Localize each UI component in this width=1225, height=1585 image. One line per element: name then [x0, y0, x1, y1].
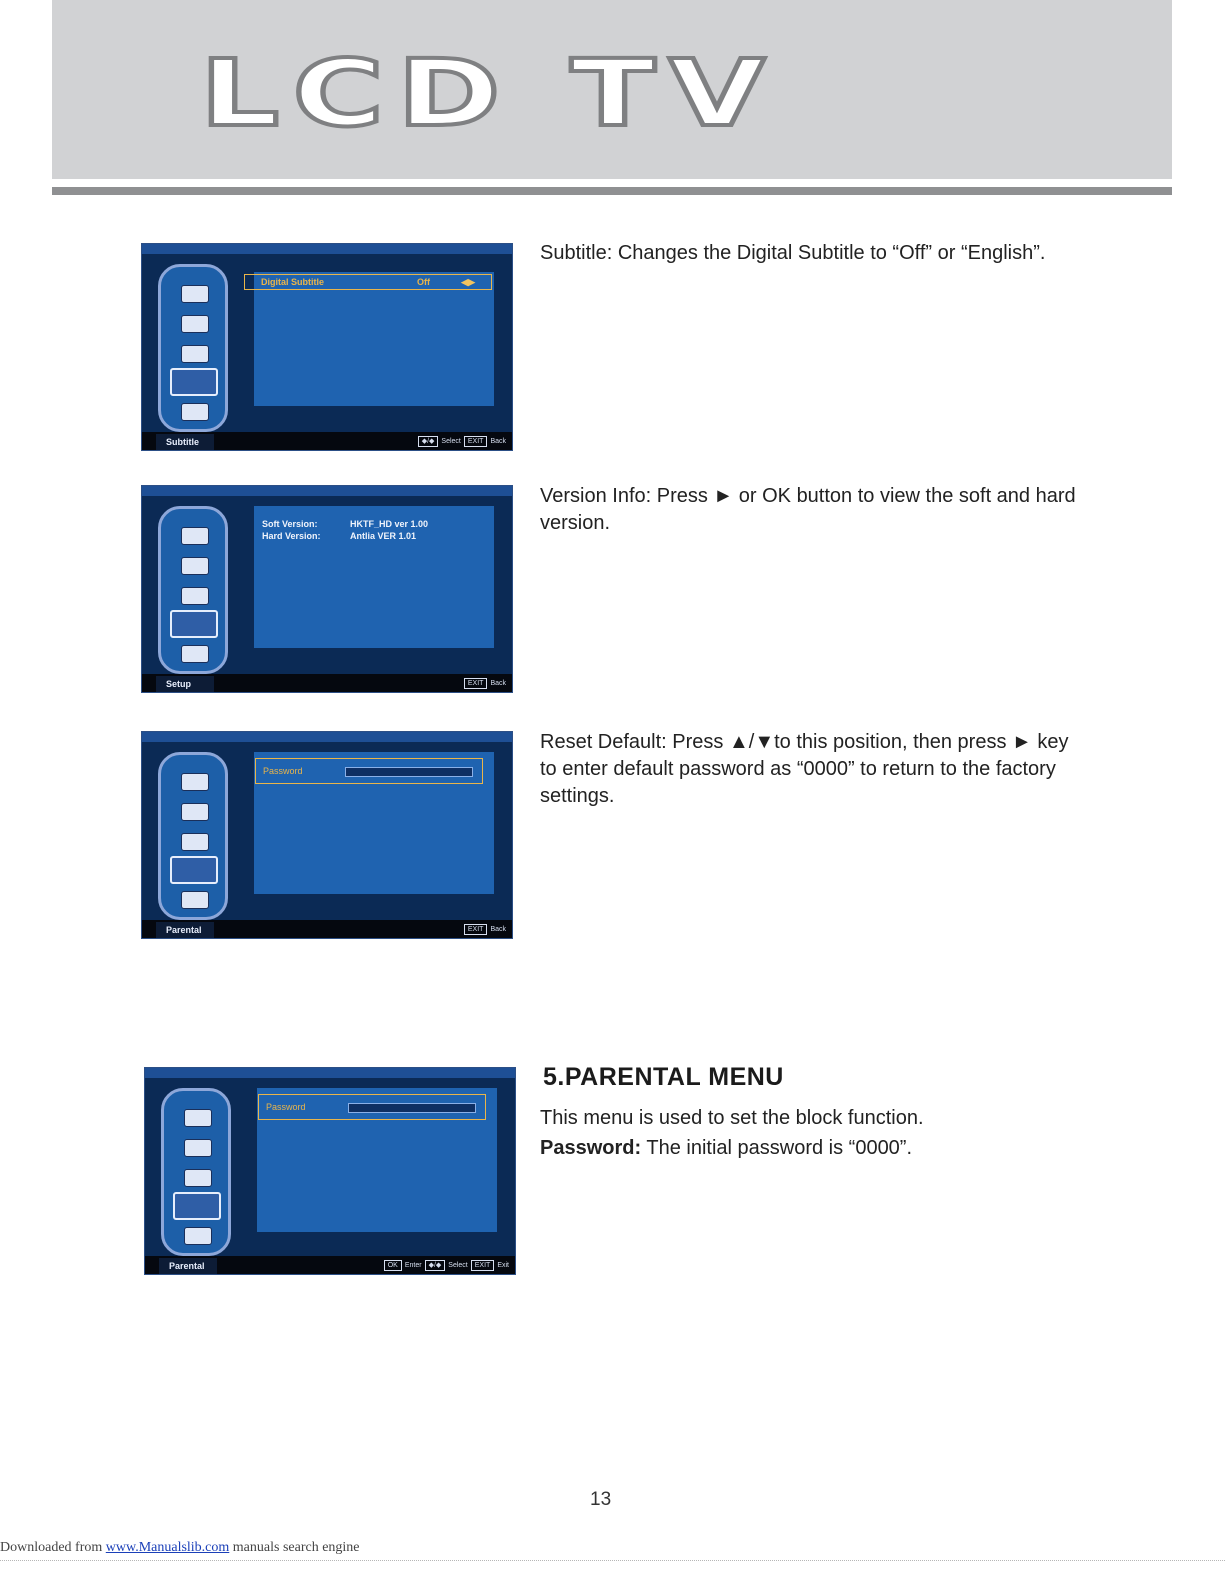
parental-intro: This menu is used to set the block function. [540, 1107, 924, 1129]
nav-keys-icon: ◆/◆ [418, 436, 439, 447]
picture-icon [181, 527, 209, 545]
left-right-arrows-icon: ◀▶ [461, 277, 475, 287]
channel-icon [181, 587, 209, 605]
parental-screenshot: Password Parental OK Enter ◆/◆ Select EXIT Exit [144, 1067, 516, 1275]
channel-icon [181, 833, 209, 851]
sound-icon [181, 803, 209, 821]
sound-icon [184, 1139, 212, 1157]
footer-divider [0, 1560, 1225, 1561]
lock-icon [181, 403, 209, 421]
header-band [52, 0, 1172, 179]
parental-menu-heading: 5.PARENTAL MENU [543, 1063, 784, 1091]
password-field [345, 767, 473, 777]
channel-icon [184, 1169, 212, 1187]
osd-hint-bar: OK Enter ◆/◆ Select EXIT Exit [384, 1260, 509, 1271]
reset-screenshot: Password Parental EXIT Back [141, 731, 513, 939]
lock-icon [181, 891, 209, 909]
password-field [348, 1103, 476, 1113]
sound-icon [181, 557, 209, 575]
osd-hint-bar: EXIT Back [464, 924, 506, 935]
lock-icon [181, 645, 209, 663]
osd-menu-sidebar [158, 752, 228, 920]
page-number: 13 [590, 1489, 612, 1510]
osd-menu-sidebar [161, 1088, 231, 1256]
lock-icon [184, 1227, 212, 1245]
osd-hint-bar: EXIT Back [464, 678, 506, 689]
password-row: Password [258, 1094, 486, 1120]
subtitle-description: Subtitle: Changes the Digital Subtitle to “Off” or “English”. [540, 242, 1046, 264]
version-info: Soft Version: HKTF_HD ver 1.00 Hard Version: Antlia VER 1.01 [262, 519, 429, 541]
channel-icon [181, 345, 209, 363]
version-screenshot: Soft Version: HKTF_HD ver 1.00 Hard Version: Antlia VER 1.01 Setup EXIT Back [141, 485, 513, 693]
footer: Downloaded from www.Manualslib.com manuals search engine [0, 1540, 360, 1555]
picture-icon [181, 773, 209, 791]
picture-icon [181, 285, 209, 303]
manualslib-link[interactable]: www.Manualslib.com [105, 1540, 230, 1555]
header-rule [52, 187, 1172, 195]
setup-icon [170, 610, 218, 638]
osd-menu-sidebar [158, 506, 228, 674]
digital-subtitle-row: Digital Subtitle Off ◀▶ [244, 274, 492, 290]
version-description: Version Info: Press ► or OK button to view the soft and hard version. [540, 485, 1076, 534]
password-row: Password [255, 758, 483, 784]
setup-icon [170, 856, 218, 884]
setup-icon [173, 1192, 221, 1220]
reset-description: Reset Default: Press ▲/▼to this position, then press ► key to enter default password as “0000” to return to the factory settings. [540, 731, 1069, 807]
osd-menu-sidebar [158, 264, 228, 432]
sound-icon [181, 315, 209, 333]
osd-hint-bar: ◆/◆ Select EXIT Back [418, 436, 506, 447]
setup-icon [170, 368, 218, 396]
lcd-tv-logo: LCD TV [200, 40, 779, 147]
picture-icon [184, 1109, 212, 1127]
subtitle-screenshot: Digital Subtitle Off ◀▶ Subtitle ◆/◆ Select EXIT Back [141, 243, 513, 451]
nav-keys-icon: ◆/◆ [425, 1260, 446, 1271]
password-description: Password: The initial password is “0000”. [540, 1137, 913, 1159]
